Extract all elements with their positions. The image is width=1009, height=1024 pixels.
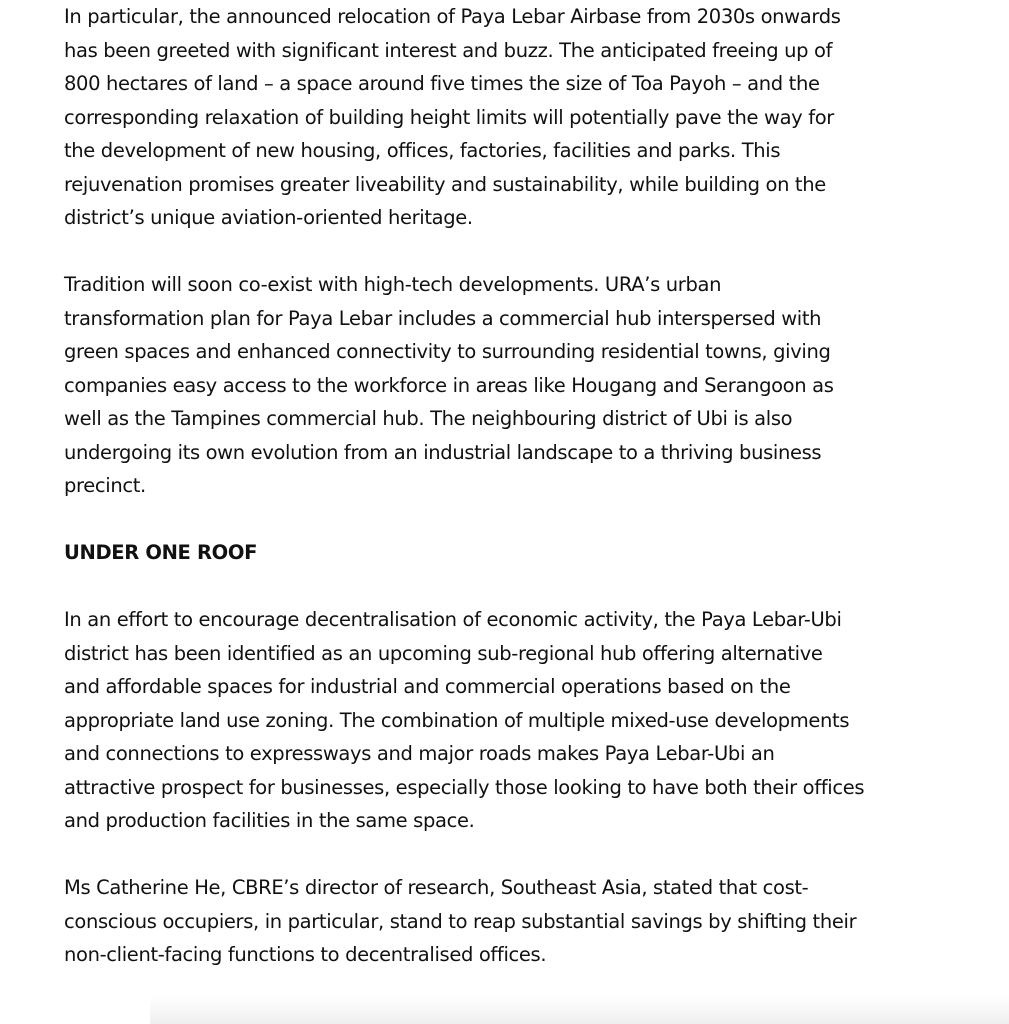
text-line: and production facilities in the same space. (64, 809, 475, 832)
text-line: appropriate land use zoning. The combination of multiple mixed-use developments (64, 708, 850, 732)
text-line: non-client-facing functions to decentralised offices. (64, 943, 547, 966)
text-line: attractive prospect for businesses, especially those looking to have both their offices (64, 775, 865, 799)
text-line: and affordable spaces for industrial and commercial operations based on the (64, 675, 791, 698)
paragraph-tradition-high-tech (64, 268, 954, 503)
text-line: and connections to expressways and major roads makes Paya Lebar-Ubi an (64, 742, 775, 765)
text-line: In particular, the announced relocation of Paya Lebar Airbase from 2030s onwards (64, 5, 841, 28)
text-line: In an effort to encourage decentralisation of economic activity, the Paya Lebar-Ubi (64, 608, 842, 631)
text-line: district’s unique aviation-oriented heritage. (64, 206, 473, 229)
text-line: Ms Catherine He, CBRE’s director of research, Southeast Asia, stated that cost- (64, 876, 809, 899)
text-line: precinct. (64, 474, 146, 497)
text-line: well as the Tampines commercial hub. The neighbouring district of Ubi is also (64, 407, 793, 430)
paragraph-cbre-quote (64, 871, 954, 972)
text-line: transformation plan for Paya Lebar includes a commercial hub interspersed with (64, 306, 822, 330)
text-line: district has been identified as an upcoming sub-regional hub offering alternative (64, 641, 823, 665)
text-line: companies easy access to the workforce in areas like Hougang and Serangoon as (64, 373, 834, 397)
article-body (64, 0, 954, 1005)
section-heading: UNDER ONE ROOF (64, 541, 258, 564)
text-line: corresponding relaxation of building height limits will potentially pave the way for (64, 105, 834, 129)
text-line: conscious occupiers, in particular, stand to reap substantial savings by shifting their (64, 909, 857, 933)
text-line: undergoing its own evolution from an industrial landscape to a thriving business (64, 440, 822, 464)
text-line: green spaces and enhanced connectivity to surrounding residential towns, giving (64, 340, 831, 363)
paragraph-decentralisation (64, 603, 954, 838)
text-line: the development of new housing, offices, factories, facilities and parks. This (64, 139, 781, 162)
text-line: has been greeted with significant interest and buzz. The anticipated freeing up of (64, 38, 833, 62)
paragraph-airbase-relocation (64, 0, 954, 235)
text-line: Tradition will soon co-exist with high-tech developments. URA’s urban (64, 273, 722, 296)
text-line: rejuvenation promises greater liveability and sustainability, while building on the (64, 172, 826, 196)
text-line: 800 hectares of land – a space around five times the size of Toa Payoh – and the (64, 72, 820, 95)
